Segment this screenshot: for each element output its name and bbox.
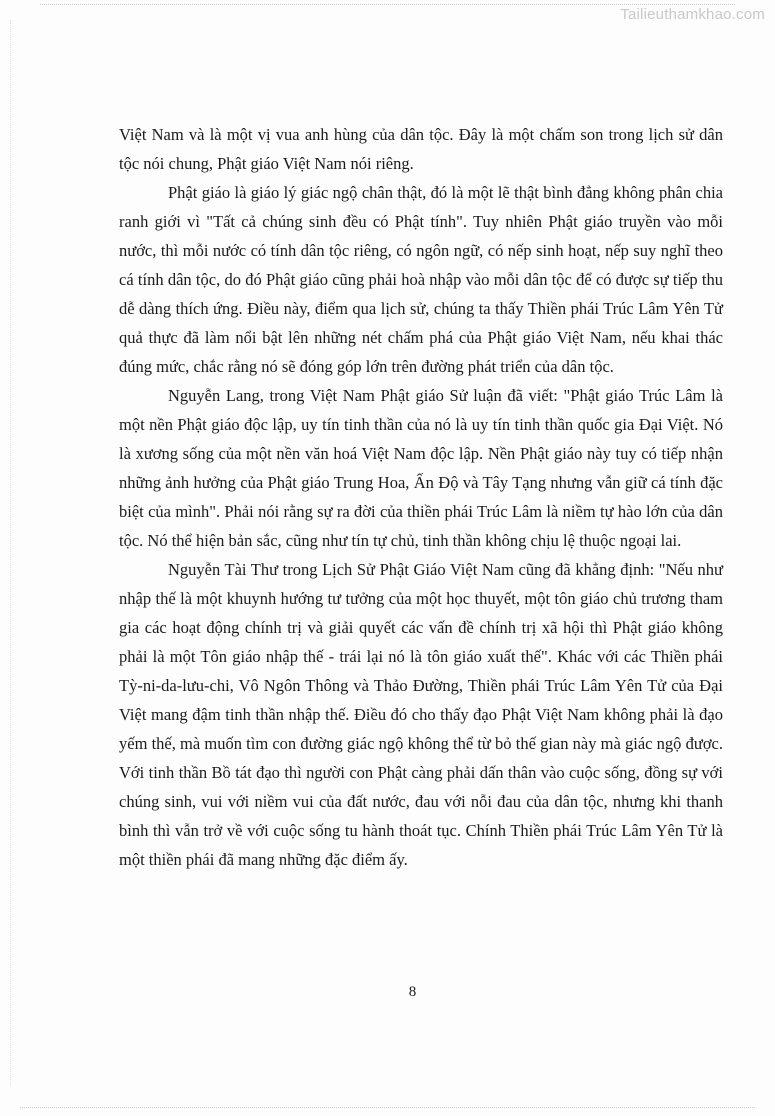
paragraph-2: Phật giáo là giáo lý giác ngộ chân thật, đó là một lẽ thật bình đẳng không phân chia ranh giới vì "Tất cả chúng sinh đều có Phật tính". Tuy nhiên Phật giáo truyền vào mỗi nước, thì mỗi nước có tính dân tộc riêng, có ngôn ngữ, có nếp sinh hoạt, nếp suy nghĩ theo cá tính dân tộc, do đó Phật giáo cũng phải hoà nhập vào mỗi dân tộc để có được sự tiếp thu dễ dàng thích ứng. Điều này, điểm qua lịch sử, chúng ta thấy Thiền phái Trúc Lâm Yên Tử quả thực đã làm nổi bật lên những nét chấm phá của Phật giáo Việt Nam, nếu khai thác đúng mức, chắc rằng nó sẽ đóng góp lớn trên đường phát triển của dân tộc. <box>119 183 723 376</box>
paragraph-4: Nguyễn Tài Thư trong Lịch Sử Phật Giáo Việt Nam cũng đã khẳng định: "Nếu như nhập thế là một khuynh hướng tư tưởng của một học thuyết, một tôn giáo chủ trương tham gia các hoạt động chính trị và giải quyết các vấn đề chính trị xã hội thì Phật giáo không phải là một Tôn giáo nhập thế - trái lại nó là tôn giáo xuất thế". Khác với các Thiền phái Tỳ-ni-da-lưu-chi, Vô Ngôn Thông và Thảo Đường, Thiền phái Trúc Lâm Yên Tử của Đại Việt mang đậm tinh thần nhập thế. Điều đó cho thấy đạo Phật Việt Nam không phải là đạo yếm thế, mà muốn tìm con đường giác ngộ không thể từ bỏ thế gian này mà giác ngộ được. Với tinh thần Bồ tát đạo thì người con Phật càng phải dấn thân vào cuộc sống, đồng sự với chúng sinh, vui với niềm vui của đất nước, đau với nỗi đau của dân tộc, nhưng khi thanh bình thì vẫn trở về với cuộc sống tu hành thoát tục. Chính Thiền phái Trúc Lâm Yên Tử là một thiền phái đã mang những đặc điểm ấy. <box>119 560 723 869</box>
paragraph-3: Nguyễn Lang, trong Việt Nam Phật giáo Sử luận đã viết: "Phật giáo Trúc Lâm là một nền Phật giáo độc lập, uy tín tinh thần của nó là uy tín tinh thần quốc gia Đại Việt. Nó là xương sống của một nền văn hoá Việt Nam độc lập. Nền Phật giáo này tuy có tiếp nhận những ảnh hưởng của Phật giáo Trung Hoa, Ấn Độ và Tây Tạng nhưng vẫn giữ cá tính đặc biệt của mình". Phải nói rằng sự ra đời của thiền phái Trúc Lâm là niềm tự hào lớn của dân tộc. Nó thể hiện bản sắc, cũng như tín tự chủ, tinh thần không chịu lệ thuộc ngoại lai. <box>119 386 723 550</box>
scan-artifact-left <box>10 20 15 1086</box>
body-text <box>119 120 723 874</box>
page-number: 8 <box>408 984 417 1000</box>
scan-artifact-bottom <box>20 1101 755 1108</box>
watermark: Tailieuthamkhao.com <box>620 6 765 23</box>
paragraph-1: Việt Nam và là một vị vua anh hùng của dân tộc. Đây là một chấm son trong lịch sử dân tộc nói chung, Phật giáo Việt Nam nói riêng. <box>119 125 723 173</box>
